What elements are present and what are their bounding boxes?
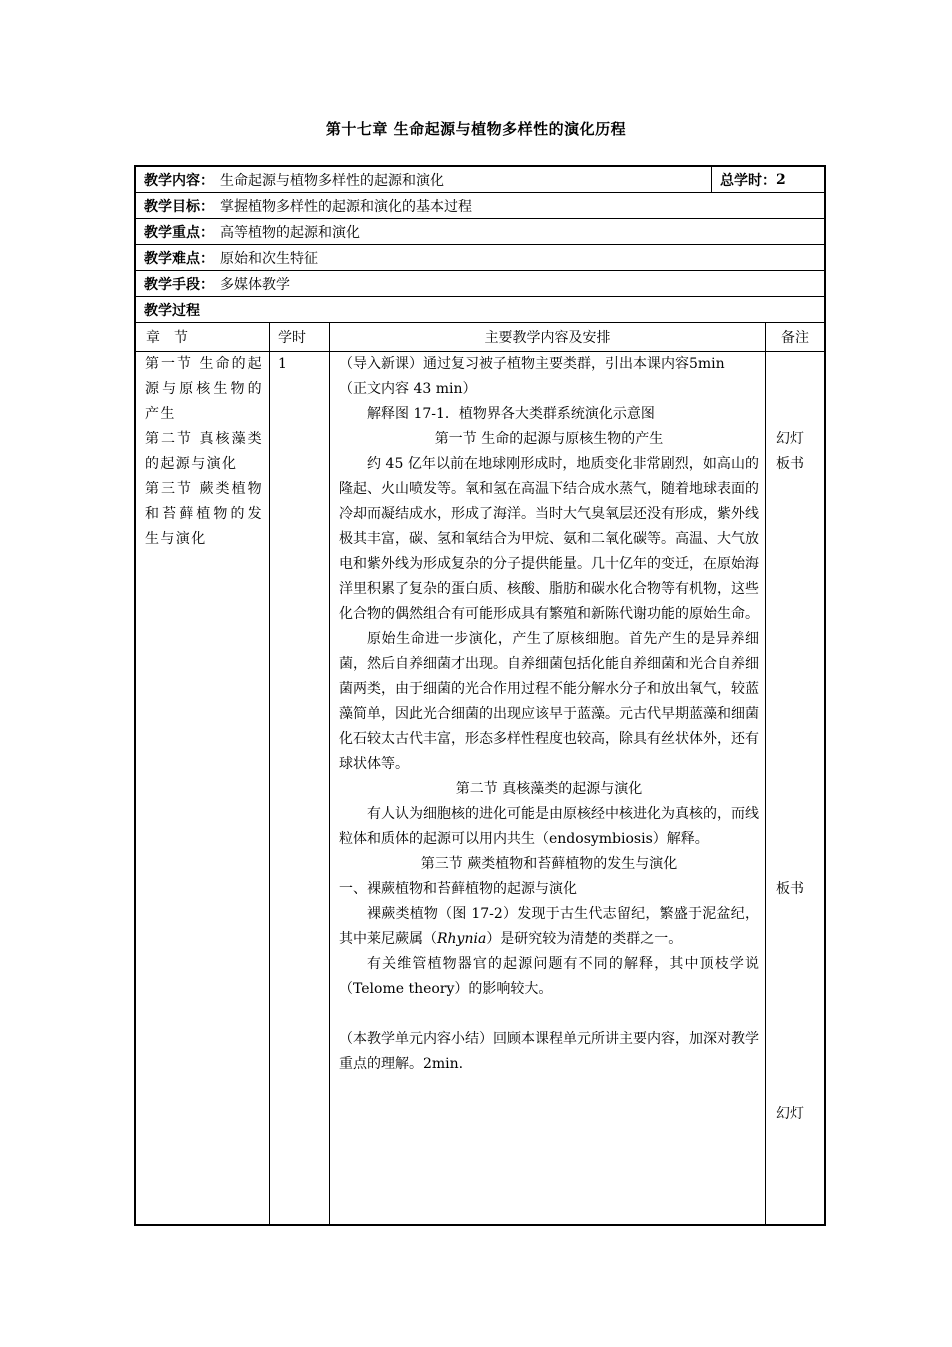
sec3-paragraph-1 <box>339 902 759 952</box>
sec2-paragraph-1: 有人认为细胞核的进化可能是由原核经中核进化为真核的，而线粒体和质体的起源可以用内共生（endosymbiosis）解释。 <box>339 806 759 847</box>
row-key-points <box>136 219 824 245</box>
note-slide-2: 幻灯 <box>776 1106 804 1122</box>
goal-value: 掌握植物多样性的起源和演化的基本过程 <box>220 198 472 215</box>
content-cell <box>330 352 766 1224</box>
genus-name: Rhynia <box>437 931 487 947</box>
section-1: 第一节 生命的起源与原核生物的产生 <box>145 356 263 422</box>
sec3-subtitle: 一、裸蕨植物和苔藓植物的起源与演化 <box>339 881 577 897</box>
section-3: 第三节 蕨类植物和苔藓植物的发生与演化 <box>145 481 263 547</box>
key-value: 高等植物的起源和演化 <box>220 224 360 241</box>
col-notes: 备注 <box>781 330 809 346</box>
row-means <box>136 271 824 297</box>
col-chapter: 章 节 <box>136 323 270 351</box>
intro-text: （导入新课）通过复习被子植物主要类群，引出本课内容5min <box>339 356 725 372</box>
key-label: 教学重点： <box>144 224 214 241</box>
col-hours: 学时 <box>270 323 330 351</box>
note-board-2: 板书 <box>776 881 804 897</box>
means-value: 多媒体教学 <box>220 276 290 293</box>
hours-label: 总学时： <box>720 172 776 189</box>
page-title: 第十七章 生命起源与植物多样性的演化历程 <box>325 120 627 138</box>
hours-cell <box>270 352 330 1224</box>
main-text: （正文内容 43 min） <box>339 381 477 397</box>
sec1-paragraph-1: 约 45 亿年以前在地球刚形成时，地质变化非常剧烈，如高山的隆起、火山喷发等。氧和氢在高温下结合成水蒸气，随着地球表面的冷却而凝结成水，形成了海洋。当时大气臭氧层还没有形成，紫外线极其丰富，碳、氢和氧结合为甲烷、氨和二氧化碳等。高温、大气放电和紫外线为形成复杂的分子提供能量。几十亿年的变迁，在原始海洋里积累了复杂的蛋白质、核酸、脂肪和碳水化合物等有机物，这些化合物的偶然组合有可能形成具有繁殖和新陈代谢功能的原始生命。 <box>339 456 759 622</box>
blank-line <box>339 1002 759 1027</box>
sec3-paragraph-2: 有关维管植物器官的起源问题有不同的解释，其中顶枝学说（Telome theory）的影响较大。 <box>339 956 759 997</box>
section-2: 第二节 真核藻类的起源与演化 <box>145 431 263 472</box>
column-headers <box>136 323 824 352</box>
means-label: 教学手段： <box>144 276 214 293</box>
difficulty-label: 教学难点： <box>144 250 214 267</box>
sec3-title: 第三节 蕨类植物和苔藓植物的发生与演化 <box>420 856 678 872</box>
lesson-plan-table <box>134 165 826 1226</box>
process-label: 教学过程 <box>144 302 200 319</box>
row-teaching-goal <box>136 193 824 219</box>
sec1-title: 第一节 生命的起源与原核生物的产生 <box>434 431 664 447</box>
sec1-paragraph-2: 原始生命进一步演化，产生了原核细胞。首先产生的是异养细菌，然后自养细菌才出现。自养细菌包括化能自养细菌和光合自养细菌两类，由于细菌的光合作用过程不能分解水分子和放出氧气，较蓝藻简单，因此光合细菌的出现应该早于蓝藻。元古代早期蓝藻和细菌化石较太古代丰富，形态多样性程度也较高，除具有丝状体外，还有球状体等。 <box>339 631 759 772</box>
hours-value: 2 <box>776 171 786 188</box>
row-difficulty <box>136 245 824 271</box>
total-hours-cell <box>712 170 824 190</box>
goal-label: 教学目标： <box>144 198 214 215</box>
row-teaching-content <box>136 167 824 193</box>
sec3-p1-a: 裸蕨类植物（图 17-2）发现于古生代志留纪，繁盛于泥盆纪，其中莱尼蕨属（ <box>339 906 759 947</box>
summary-text: （本教学单元内容小结）回顾本课程单元所讲主要内容，加深对教学重点的理解。2min. <box>339 1031 759 1072</box>
table-body-row <box>136 352 824 1224</box>
col-content: 主要教学内容及安排 <box>330 323 766 351</box>
row-process <box>136 297 824 323</box>
sec2-title: 第二节 真核藻类的起源与演化 <box>455 781 643 797</box>
note-board-1: 板书 <box>776 456 804 472</box>
difficulty-value: 原始和次生特征 <box>220 250 318 267</box>
notes-cell <box>766 352 824 1224</box>
content-label: 教学内容： <box>144 172 214 189</box>
note-slide-1: 幻灯 <box>776 431 804 447</box>
chapter-cell <box>136 352 270 1224</box>
content-value: 生命起源与植物多样性的起源和演化 <box>220 172 444 189</box>
hours-value-cell: 1 <box>278 356 287 372</box>
figure-text: 解释图 17-1．植物界各大类群系统演化示意图 <box>367 406 655 422</box>
sec3-p1-b: ）是研究较为清楚的类群之一。 <box>486 931 683 947</box>
